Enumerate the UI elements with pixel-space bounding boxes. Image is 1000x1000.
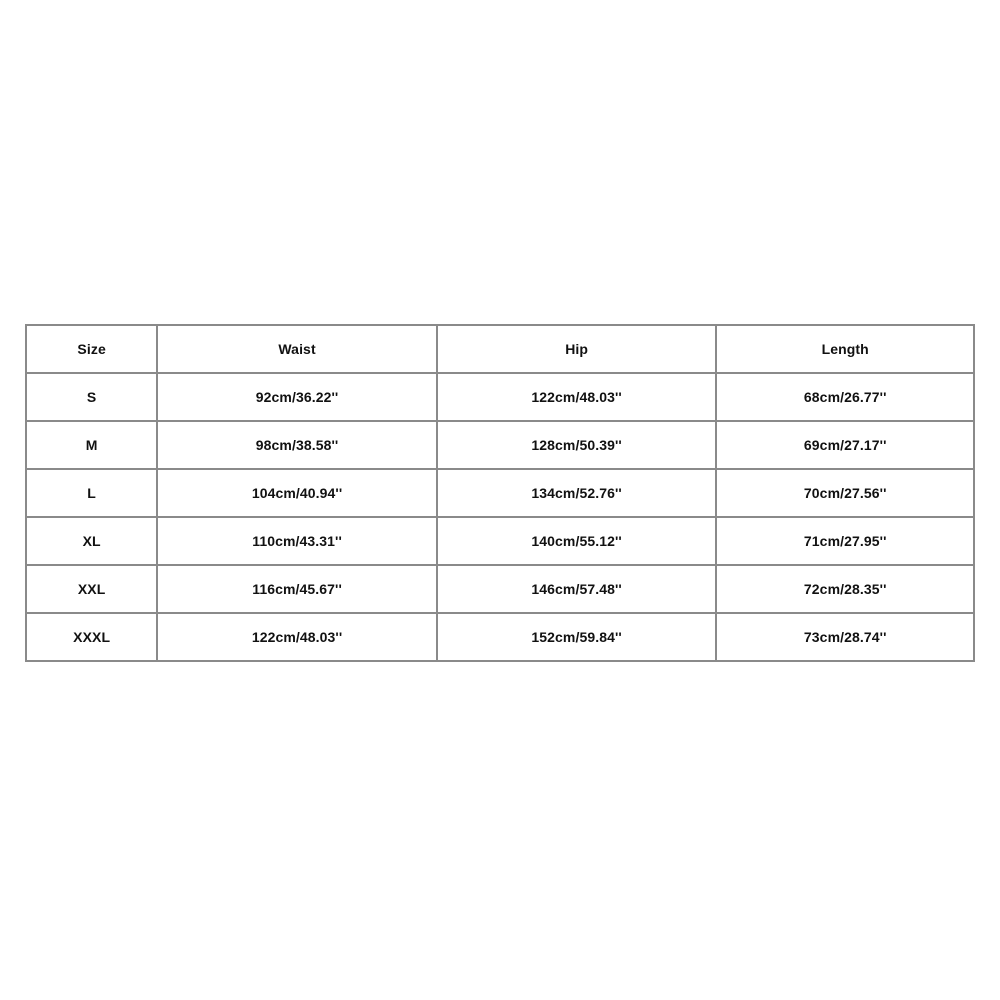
- cell-hip: 146cm/57.48'': [437, 565, 717, 613]
- cell-length: 69cm/27.17'': [716, 421, 974, 469]
- cell-size: S: [26, 373, 157, 421]
- cell-size: XXXL: [26, 613, 157, 661]
- cell-hip: 152cm/59.84'': [437, 613, 717, 661]
- cell-waist: 116cm/45.67'': [157, 565, 437, 613]
- cell-size: XXL: [26, 565, 157, 613]
- cell-size: M: [26, 421, 157, 469]
- cell-length: 71cm/27.95'': [716, 517, 974, 565]
- cell-waist: 104cm/40.94'': [157, 469, 437, 517]
- cell-length: 72cm/28.35'': [716, 565, 974, 613]
- table-row: [26, 565, 974, 613]
- table-row: [26, 469, 974, 517]
- header-length: Length: [716, 325, 974, 373]
- header-waist: Waist: [157, 325, 437, 373]
- header-hip: Hip: [437, 325, 717, 373]
- cell-length: 70cm/27.56'': [716, 469, 974, 517]
- cell-length: 73cm/28.74'': [716, 613, 974, 661]
- size-chart-table: [25, 324, 975, 662]
- cell-waist: 98cm/38.58'': [157, 421, 437, 469]
- cell-size: L: [26, 469, 157, 517]
- cell-waist: 122cm/48.03'': [157, 613, 437, 661]
- header-size: Size: [26, 325, 157, 373]
- cell-hip: 128cm/50.39'': [437, 421, 717, 469]
- cell-hip: 140cm/55.12'': [437, 517, 717, 565]
- table-row: [26, 613, 974, 661]
- cell-hip: 134cm/52.76'': [437, 469, 717, 517]
- table-row: [26, 373, 974, 421]
- table-row: [26, 517, 974, 565]
- cell-hip: 122cm/48.03'': [437, 373, 717, 421]
- cell-waist: 92cm/36.22'': [157, 373, 437, 421]
- table-row: [26, 421, 974, 469]
- cell-size: XL: [26, 517, 157, 565]
- table-header-row: [26, 325, 974, 373]
- cell-length: 68cm/26.77'': [716, 373, 974, 421]
- cell-waist: 110cm/43.31'': [157, 517, 437, 565]
